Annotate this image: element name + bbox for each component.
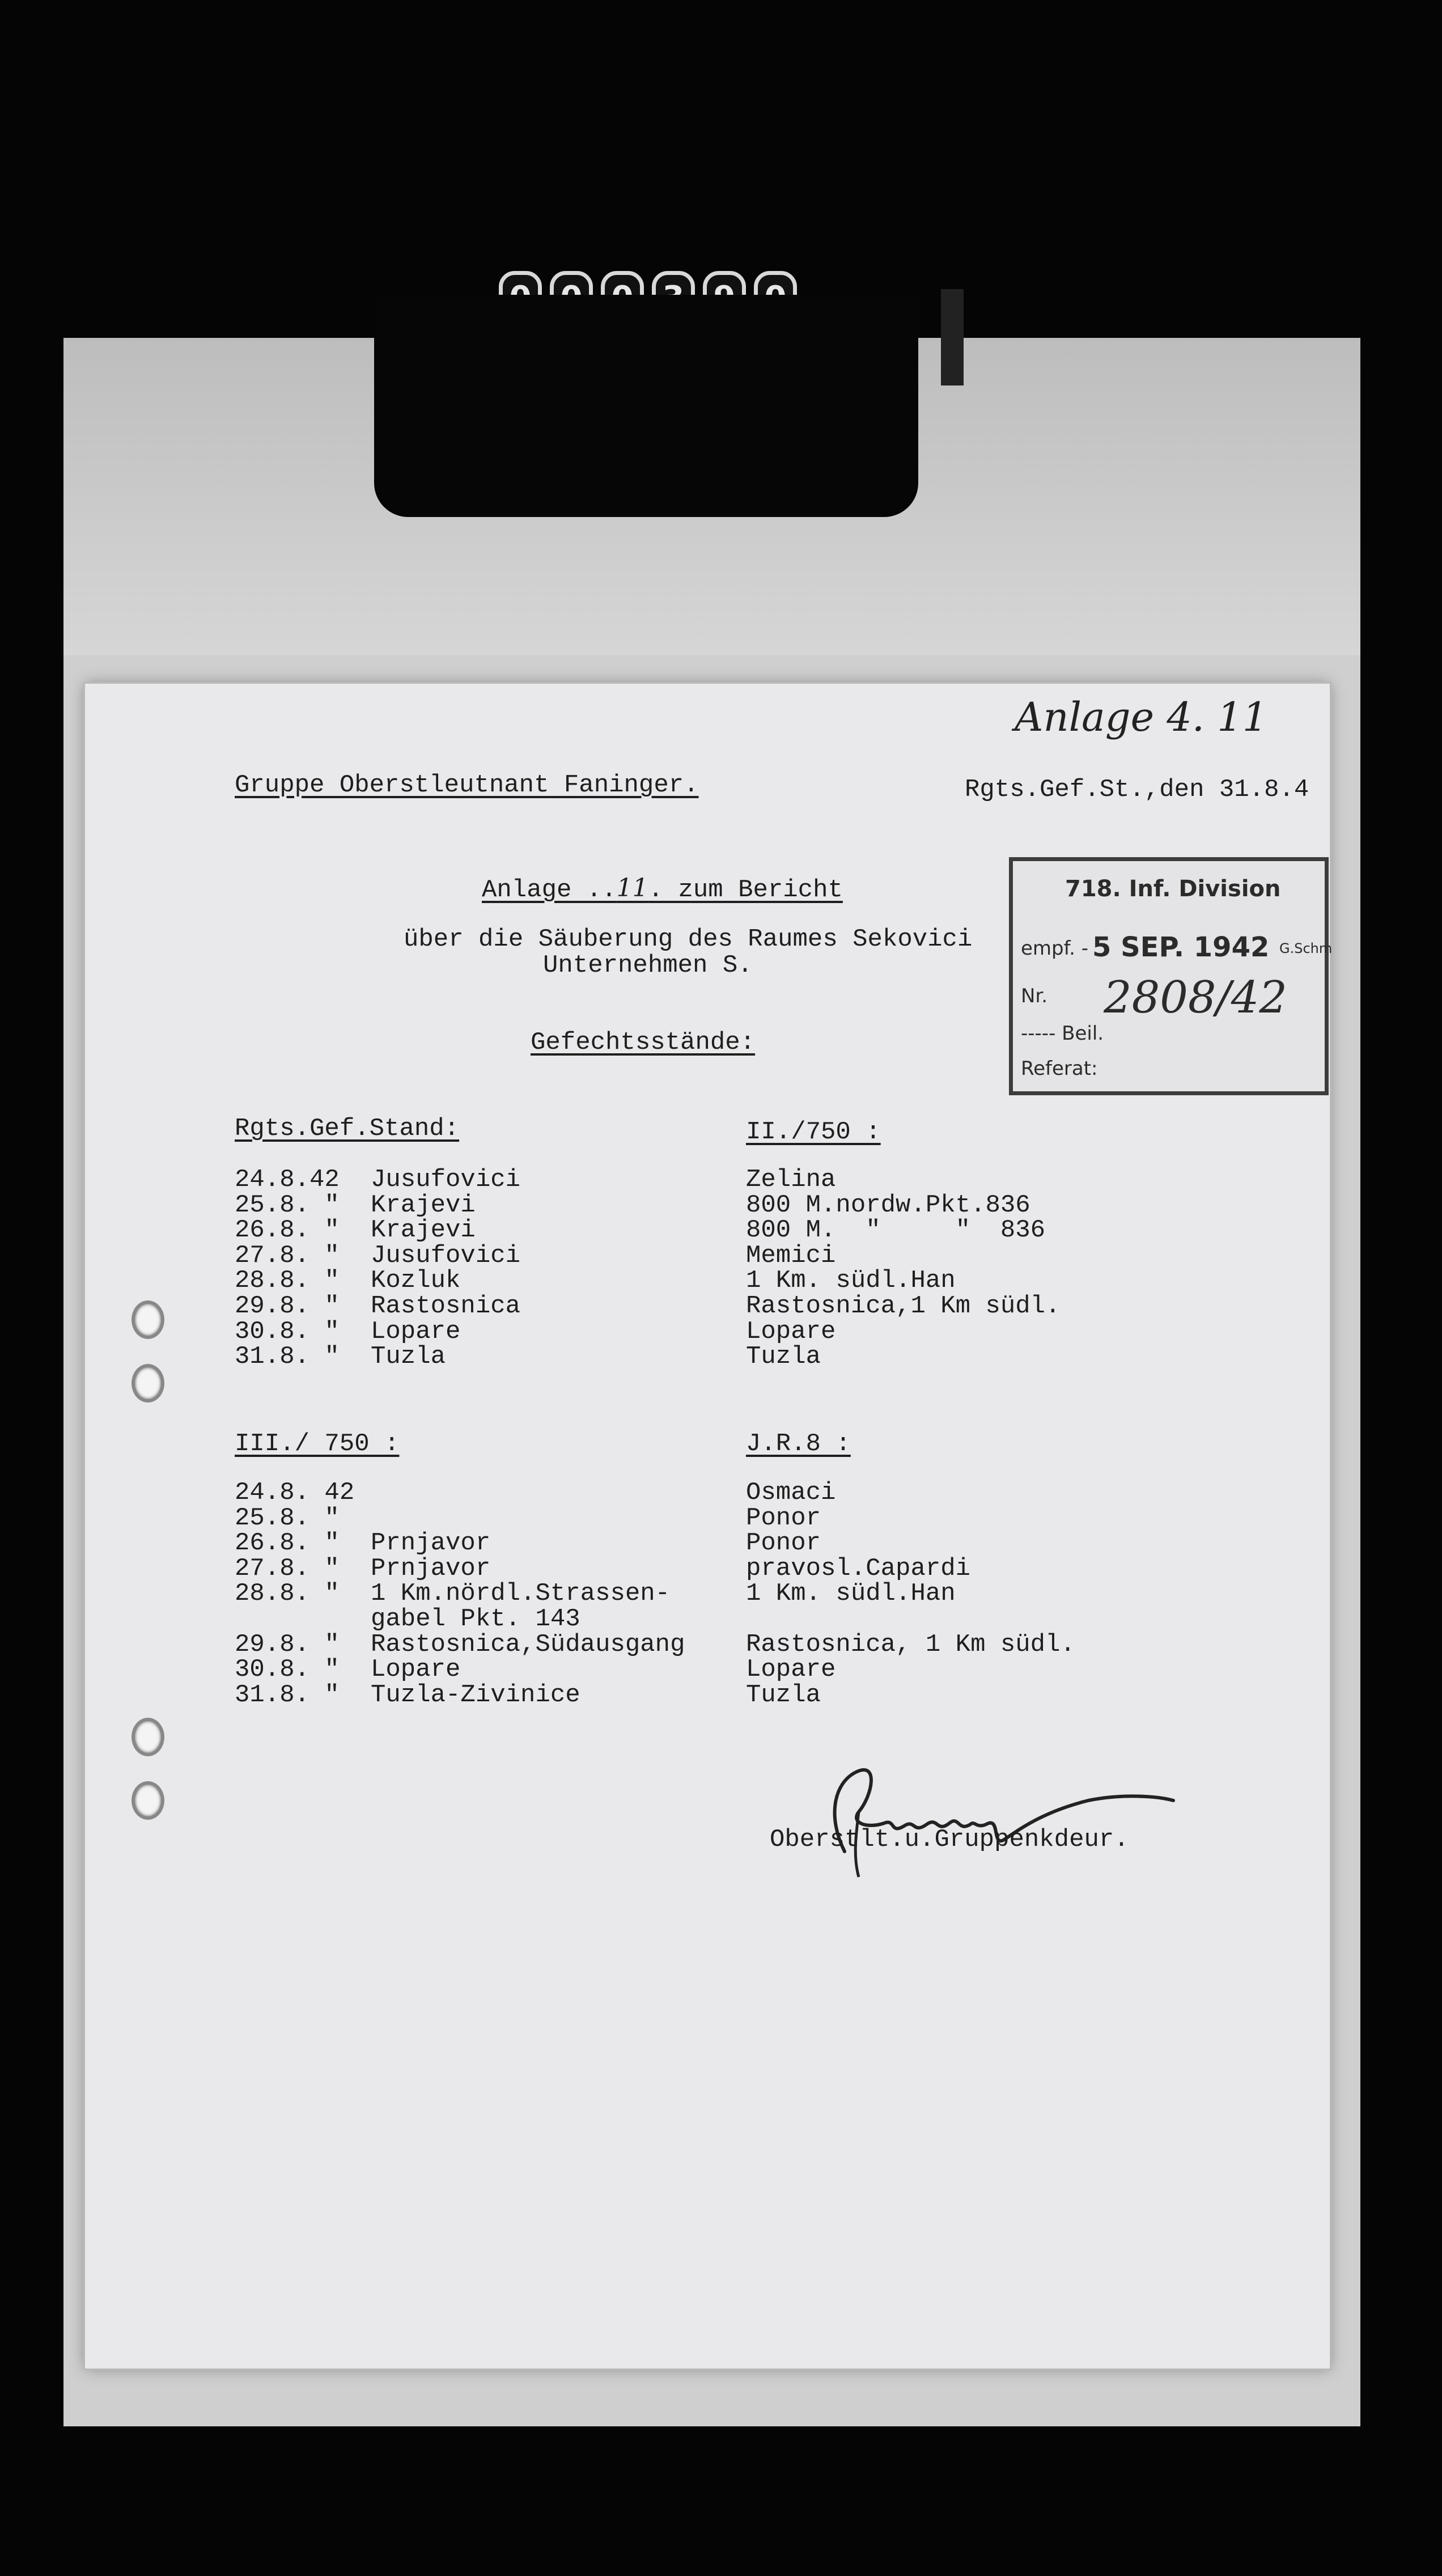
iii750-list (235, 1480, 745, 1707)
entry-place: Tuzla (746, 1342, 821, 1371)
list-item (235, 1682, 745, 1708)
entry-place: gabel Pkt. 143 (371, 1604, 580, 1633)
list-item (746, 1581, 1256, 1606)
entry-place: Krajevi (371, 1216, 476, 1245)
entry-place: Krajevi (371, 1190, 476, 1219)
entry-place: Osmaci (746, 1478, 836, 1507)
list-item (235, 1217, 745, 1243)
list-item (746, 1632, 1256, 1657)
entry-place: Ponor (746, 1529, 821, 1558)
entry-place: Lopare (746, 1317, 836, 1346)
rgts-list (235, 1167, 745, 1369)
binder-clip (374, 295, 918, 517)
list-item (235, 1293, 745, 1319)
list-item (235, 1192, 745, 1218)
list-item (746, 1243, 1256, 1268)
section-title: Gefechtsstände: (531, 1028, 756, 1057)
entry-date: 27.8. " (235, 1554, 340, 1583)
entry-date: 28.8. " (235, 1579, 340, 1608)
stamp-beil-label: ----- Beil. (1021, 1022, 1104, 1045)
list-item (746, 1656, 1256, 1682)
entry-date: 26.8. " (235, 1529, 340, 1558)
place-date: Rgts.Gef.St.,den 31.8.4 (965, 776, 1309, 804)
entry-place: Jusufovici (371, 1241, 521, 1270)
list-item (235, 1243, 745, 1268)
stamp-unit: 718. Inf. Division (1065, 876, 1281, 902)
stamp-referat-label: Referat: (1021, 1057, 1098, 1080)
list-item (746, 1556, 1256, 1581)
entry-place: Memici (746, 1241, 836, 1270)
list-item (235, 1268, 745, 1293)
entry-place: Jusufovici (371, 1166, 521, 1194)
list-item (746, 1167, 1256, 1192)
entry-date: 26.8. " (235, 1216, 340, 1245)
annex-prefix: Anlage .. (482, 876, 617, 904)
registry-stamp (1009, 857, 1333, 1095)
ii750-list (746, 1167, 1256, 1369)
stamp-received-date: 5 SEP. 1942 (1092, 931, 1270, 963)
entry-date: 29.8. " (235, 1291, 340, 1320)
entry-date: 30.8. " (235, 1317, 340, 1346)
entry-place: Rastosnica (371, 1291, 521, 1320)
rgts-heading: Rgts.Gef.Stand: (235, 1115, 460, 1143)
punch-hole (132, 1364, 164, 1403)
entry-place: Rastosnica,1 Km südl. (746, 1291, 1061, 1320)
entry-place: Tuzla (746, 1680, 821, 1709)
entry-date: 27.8. " (235, 1241, 340, 1270)
punch-hole (132, 1300, 164, 1339)
list-item (746, 1293, 1256, 1319)
entry-place: Kozluk (371, 1266, 461, 1295)
list-item (235, 1581, 745, 1606)
entry-date: 31.8. " (235, 1342, 340, 1371)
entry-date: 31.8. " (235, 1680, 340, 1709)
annex-suffix: . zum Bericht (648, 876, 843, 904)
entry-date: 25.8. " (235, 1503, 340, 1532)
entry-place: Lopare (746, 1655, 836, 1684)
entry-place: 800 M.nordw.Pkt.836 (746, 1190, 1030, 1219)
subject-line: über die Säuberung des Raumes Sekovici (404, 925, 973, 954)
list-item (746, 1530, 1256, 1556)
entry-place: Tuzla-Zivinice (371, 1680, 580, 1709)
list-item (746, 1268, 1256, 1293)
entry-place: Tuzla (371, 1342, 446, 1371)
punch-hole (132, 1781, 164, 1820)
entry-place: Zelina (746, 1166, 836, 1194)
list-item (746, 1217, 1256, 1243)
jr8-list (746, 1480, 1256, 1707)
list-item (235, 1530, 745, 1556)
list-item (235, 1167, 745, 1192)
entry-date: 28.8. " (235, 1266, 340, 1295)
list-item (235, 1632, 745, 1657)
annex-title (482, 875, 843, 903)
jr8-heading: J.R.8 : (746, 1430, 851, 1458)
list-item (235, 1606, 745, 1632)
list-item (235, 1656, 745, 1682)
entry-place: 800 M. " " 836 (746, 1216, 1046, 1245)
handwritten-annotation: Anlage 4. 11 (1015, 694, 1268, 740)
group-heading: Gruppe Oberstleutnant Faninger. (235, 771, 699, 799)
entry-date: 25.8. " (235, 1190, 340, 1219)
list-item (746, 1606, 1256, 1632)
entry-place: 1 Km.nördl.Strassen- (371, 1579, 671, 1608)
entry-place: Rastosnica,Südausgang (371, 1630, 685, 1659)
entry-place: Lopare (371, 1655, 461, 1684)
handwritten-signature (805, 1749, 1202, 1880)
stamp-number-value: 2808/42 (1104, 972, 1288, 1023)
stamp-received-label: empf. - (1021, 937, 1088, 960)
entry-place: 1 Km. südl.Han (746, 1266, 956, 1295)
entry-place: Ponor (746, 1503, 821, 1532)
entry-place: pravosl.Capardi (746, 1554, 971, 1583)
operation-line: Unternehmen S. (543, 951, 753, 980)
list-item (746, 1344, 1256, 1369)
ii750-heading: II./750 : (746, 1118, 881, 1146)
list-item (746, 1192, 1256, 1218)
binder-clip-bar (941, 289, 964, 385)
iii750-heading: III./ 750 : (235, 1430, 400, 1458)
entry-place: Rastosnica, 1 Km südl. (746, 1630, 1075, 1659)
list-item (746, 1505, 1256, 1531)
entry-date: 24.8.42 (235, 1166, 340, 1194)
list-item (235, 1480, 745, 1505)
entry-place: 1 Km. südl.Han (746, 1579, 956, 1608)
signature-title: Oberstlt.u.Gruppenkdeur. (770, 1825, 1129, 1854)
entry-place: Prnjavor (371, 1554, 491, 1583)
entry-date: 30.8. " (235, 1655, 340, 1684)
annex-number: 11 (616, 874, 648, 903)
stamp-number-label: Nr. (1021, 985, 1048, 1007)
entry-place: Lopare (371, 1317, 461, 1346)
list-item (746, 1480, 1256, 1505)
punch-hole (132, 1718, 164, 1756)
entry-date: 29.8. " (235, 1630, 340, 1659)
list-item (235, 1344, 745, 1369)
list-item (746, 1682, 1256, 1708)
list-item (746, 1319, 1256, 1344)
stamp-received-suffix: G.Schm (1279, 940, 1333, 956)
list-item (235, 1556, 745, 1581)
entry-date: 24.8. 42 (235, 1478, 355, 1507)
entry-place: Prnjavor (371, 1529, 491, 1558)
list-item (235, 1319, 745, 1344)
list-item (235, 1505, 745, 1531)
